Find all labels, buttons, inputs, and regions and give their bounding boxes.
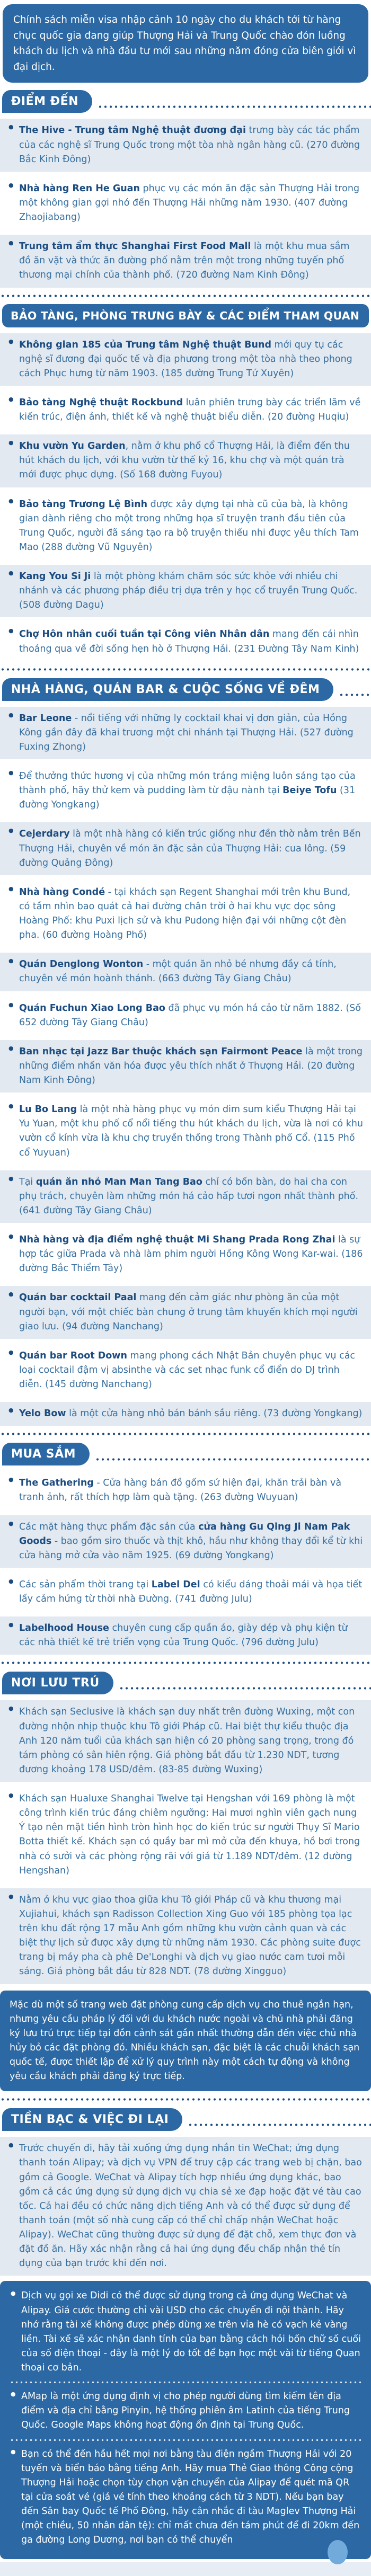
bullet-icon: ● bbox=[8, 1705, 14, 1712]
item-list bbox=[0, 333, 371, 661]
item-text bbox=[19, 1349, 364, 1392]
item-text-bold: Ban nhạc tại Jazz Bar thuộc khách sạn Fairmont Peace bbox=[19, 1046, 303, 1057]
item-text bbox=[19, 498, 364, 555]
bullet-icon: ● bbox=[8, 1001, 14, 1008]
bullet-icon: ● bbox=[8, 239, 14, 247]
bottom-strip bbox=[0, 2562, 371, 2576]
item-text-bold: The Hive - Trung tâm Nghệ thuật đương đại bbox=[19, 125, 246, 136]
dotted-line bbox=[95, 1458, 371, 1461]
item-text-segment: Các mặt hàng thực phẩm đặc sản của bbox=[19, 1521, 199, 1532]
list-item bbox=[0, 822, 371, 875]
info-list-item bbox=[8, 2289, 363, 2375]
section-header-nha-hang-quan-bar bbox=[2, 678, 333, 701]
bullet-icon: ● bbox=[8, 1621, 14, 1629]
item-text-segment: là một cửa hàng nhỏ bán bánh sầu riêng. (73 đường Yongkang) bbox=[66, 1408, 363, 1419]
bullet-icon: ● bbox=[8, 885, 14, 892]
item-text-segment: được xây dựng tại nhà cũ của bà, là không gian dành riêng cho một trong những họa sĩ truyện tranh đầu tiên của Trung Quốc, người đã sáng tạo ra bộ truyện thiếu nhi được yêu thích Tam Mao (288 đường Vũ Nguyên) bbox=[19, 499, 359, 553]
item-list bbox=[0, 119, 371, 287]
bullet-icon: ● bbox=[8, 1233, 14, 1240]
dotted-line bbox=[119, 1687, 371, 1690]
item-text-segment: - một quán ăn nhỏ bé nhưng đầy cá tính, chuyên về món hoành thánh. (663 đường Tây Giang Châu) bbox=[19, 959, 337, 984]
list-item bbox=[0, 1888, 371, 1984]
item-text bbox=[19, 338, 364, 381]
list-item bbox=[0, 881, 371, 948]
item-text bbox=[19, 1705, 364, 1777]
list-item bbox=[0, 1286, 371, 1338]
section-bao-tang-phong-trung-bay bbox=[0, 295, 371, 661]
item-text-segment: đã phục vụ món há cảo từ năm 1882. (Số 652 đường Tây Giang Châu) bbox=[19, 1002, 361, 1028]
list-item bbox=[0, 493, 371, 560]
list-item bbox=[0, 953, 371, 991]
item-text-bold: Khu vườn Yu Garden bbox=[19, 441, 126, 452]
item-text bbox=[19, 957, 364, 986]
item-text bbox=[19, 885, 364, 943]
list-item bbox=[0, 333, 371, 386]
item-text bbox=[19, 1407, 364, 1421]
item-text-segment: là sự hợp tác giữa Prada và nhà làm phim người Hồng Kông Wong Kar-wai. (186 đường Bắc Thiểm Tây) bbox=[19, 1234, 363, 1274]
list-item bbox=[0, 565, 371, 617]
item-text-segment: chuyên cung cấp quần áo, giày dép và phụ kiện từ các nhà thiết kế trẻ triển vọng của Trung Quốc. (796 đường Julu) bbox=[19, 1623, 348, 1648]
list-item bbox=[0, 1573, 371, 1611]
section-title: MUA SẮM bbox=[11, 1447, 76, 1461]
note-box bbox=[0, 1991, 371, 2092]
bullet-icon: ● bbox=[8, 1348, 14, 1356]
section-title: NHÀ HÀNG, QUÁN BAR & CUỘC SỐNG VỀ ĐÊM bbox=[11, 682, 320, 696]
dotted-separator bbox=[0, 1433, 371, 1435]
bullet-icon: ● bbox=[8, 1103, 14, 1110]
item-text-segment: Các sản phẩm thời trang tại bbox=[19, 1579, 152, 1590]
bullet-icon: ● bbox=[8, 1291, 14, 1298]
list-item bbox=[0, 2137, 371, 2276]
item-list bbox=[0, 707, 371, 1426]
item-list bbox=[0, 1471, 371, 1655]
section-header-tien-bac-viec-di-lai bbox=[2, 2108, 182, 2131]
item-text bbox=[19, 1001, 364, 1030]
item-text bbox=[19, 2142, 364, 2271]
item-text-bold: Nhà hàng Ren He Guan bbox=[19, 183, 140, 194]
item-text-bold: Labelhood House bbox=[19, 1623, 109, 1634]
info-item-text: Dịch vụ gọi xe Didi có thể được sử dụng trong cả ứng dụng WeChat và Alipay. Giá cước thường chỉ vài USD cho các chuyến đi nội thành. Hãy nhớ rằng tài xế không được phép dừng xe trên vỉa hè có vạch kẻ vàng liền. Tài xế sẽ xác nhận danh tính của bạn bằng cách hỏi bốn chữ số cuối của số điện thoại - đây là một lý do tốt để bạn học một vài từ tiếng Quan thoại cơ bản. bbox=[21, 2290, 361, 2373]
note-text: Mặc dù một số trang web đặt phòng cung cấp dịch vụ cho thuê ngắn hạn, nhưng yêu cầu pháp lý đối với du khách nước ngoài và chủ nhà phải đăng ký lưu trú trực tiếp tại đồn cảnh sát gần nhất thường dẫn đến việc chủ nhà hủy bỏ các đặt phòng đó. Nhiều khách sạn, đặc biệt là các chuỗi khách sạn quốc tế, được thiết lập để xử lý quy trình này một cách tự động và không yêu cầu khách phải đăng ký trực tiếp. bbox=[10, 1999, 360, 2082]
item-text-bold: The Gathering bbox=[19, 1478, 94, 1489]
item-text-bold: Bảo tàng Nghệ thuật Rockbund bbox=[19, 397, 183, 408]
bullet-icon: ● bbox=[8, 123, 14, 131]
info-item-text: AMap là một ứng dụng định vị cho phép người dùng tìm kiếm tên địa điểm và địa chỉ bằng Pinyin, hệ thống phiên âm Latinh của tiếng Trung Quốc. Google Maps không hoạt động ổn định tại Trung Quốc. bbox=[21, 2391, 350, 2431]
list-item bbox=[0, 235, 371, 287]
item-text bbox=[19, 769, 364, 812]
list-item bbox=[0, 765, 371, 817]
item-text-bold: Quán bar Root Down bbox=[19, 1350, 127, 1361]
list-item bbox=[0, 434, 371, 487]
item-text bbox=[19, 439, 364, 482]
list-item bbox=[0, 1228, 371, 1281]
item-text-bold: Bar Leone bbox=[19, 713, 72, 724]
item-text-segment: Tại bbox=[19, 1176, 36, 1187]
item-text bbox=[19, 827, 364, 870]
item-text bbox=[19, 1175, 364, 1218]
section-nha-hang-quan-bar bbox=[0, 668, 371, 1426]
item-text-segment: Trước chuyến đi, hãy tải xuống ứng dụng nhắn tin WeChat; ứng dụng thanh toán Alipay; và dịch vụ VPN để truy cập các trang web bị chặn, bao gồm cả Google. WeChat và Alipay tích hợp nhiều ứng dụng khác, bao gồm cả các ứng dụng sử dụng dịch vụ chia sẻ xe đạp hoặc đặt vé tàu cao tốc. Cả hai đều có chức năng dịch tiếng Anh và có thể được sử dụng để thanh toán (một số nhà cung cấp có thể chỉ chấp nhận WeChat hoặc Alipay). WeChat cũng thường được sử dụng để đặt chỗ, xem thực đơn và đặt đồ ăn. Hãy xác nhận rằng cả hai ứng dụng đều chấp nhận thẻ tín dụng của bạn trước khi đến nơi. bbox=[19, 2143, 362, 2269]
item-text bbox=[19, 570, 364, 612]
item-text bbox=[19, 1621, 364, 1650]
item-text-bold: Kang You Si Ji bbox=[19, 571, 91, 582]
list-item bbox=[0, 1515, 371, 1568]
item-text bbox=[19, 1893, 364, 1979]
bullet-icon: ● bbox=[8, 2142, 14, 2149]
item-text-bold: Chợ Hôn nhân cuối tuần tại Công viên Nhân dân bbox=[19, 629, 270, 640]
dotted-line bbox=[188, 2124, 371, 2126]
item-text-segment: mang đến cái nhìn thoáng qua về đời sống hẹn hò ở Thượng Hải. (231 Đường Tây Nam Kinh) bbox=[19, 629, 359, 654]
bullet-icon: ● bbox=[8, 1407, 14, 1414]
item-list bbox=[0, 1700, 371, 1984]
item-text-segment: - bao gồm siro thuốc và thịt khô, hầu như không thay đổi kể từ khi cửa hàng mở cửa vào năm 1925. (69 đường Yongkang) bbox=[19, 1535, 363, 1561]
item-text-segment: mang đến cảm giác như phòng ăn của một người bạn, với một chiếc bàn chung ở trung tâm khuyến khích mọi người giao lưu. (94 đường Nanchang) bbox=[19, 1292, 358, 1332]
item-text-segment: , nằm ở khu phố cổ Thượng Hải, là điểm đến thu hút khách du lịch, với khu vườn từ thế kỷ 16, khu chợ và một quán trà mới được phục dựng. (Số 168 đường Fuyou) bbox=[19, 441, 350, 481]
item-text-segment: - nổi tiếng với những ly cocktail khai vị đơn giản, của Hồng Kông gần đây đã khai trương một chi nhánh tại Thượng Hải. (527 đường Fuxing Zhong) bbox=[19, 713, 354, 752]
dotted-separator-light bbox=[10, 2381, 361, 2384]
intro-text: Chính sách miễn visa nhập cảnh 10 ngày cho du khách tới từ hàng chục quốc gia đang giúp Thượng Hải và Trung Quốc chào đón luồng khách du lịch và nhà đầu tư mới sau những năm đóng cửa biên giới vì đại dịch. bbox=[13, 14, 356, 73]
item-text bbox=[19, 1103, 364, 1160]
item-text-segment: có kiểu dáng thoải mái và họa tiết lấy cảm hứng từ thời nhà Đường. (741 đường Julu) bbox=[19, 1579, 363, 1604]
item-text-bold: Không gian 185 của Trung tâm Nghệ thuật Bund bbox=[19, 339, 271, 350]
bullet-icon: ● bbox=[11, 2290, 16, 2297]
dotted-line bbox=[98, 105, 371, 108]
item-text-segment: Nằm ở khu vực giao thoa giữa khu Tô giới Pháp cũ và khu thương mại Xujiahui, khách sạn Radisson Collection Xing Guo với 185 phòng tọa lạc trên khu đất rộng 17 mẫu Anh gồm những khu vườn cảnh quan và các biệt thự lịch sử được xây dựng từ những năm 1930. Các phòng suite được trang bị máy pha cà phê De'Longhi và dịch vụ giao nước cam tươi mỗi sáng. Giá phòng bắt đầu từ 828 NDT. (78 đường Xingguo) bbox=[19, 1894, 361, 1977]
dotted-separator-light bbox=[10, 2439, 361, 2441]
bullet-icon: ● bbox=[11, 2391, 16, 2398]
item-text-bold: Label Del bbox=[151, 1579, 200, 1590]
item-text bbox=[19, 396, 364, 424]
bullet-icon: ● bbox=[8, 1476, 14, 1484]
list-item bbox=[0, 1402, 371, 1426]
section-diem-den bbox=[0, 90, 371, 287]
item-text-bold: Cejerdary bbox=[19, 829, 70, 840]
item-text-segment: là một nhà hàng có kiến trúc giống như đền thờ nằm trên Bến Thượng Hải, chuyên về món ăn đặc sản của Thượng Hải: cua lông. (59 đường Quảng Đông) bbox=[19, 829, 361, 868]
intro-box bbox=[3, 4, 368, 83]
decorative-circle bbox=[328, 2540, 348, 2564]
bullet-icon: ● bbox=[8, 395, 14, 403]
section-header-noi-luu-tru bbox=[2, 1672, 113, 1694]
section-header-row bbox=[0, 2108, 371, 2131]
item-text-segment: Khách sạn Hualuxe Shanghai Twelve tại Hengshan với 169 phòng là một công trình kiến trúc đáng chiêm ngưỡng: Hai mươi nghìn viên gạch nung Ý tạo nên mặt tiền hình tròn hình học do kiến trúc sư người Thụy Sĩ Mario Botta thiết kế. Khách sạn có quầy bar mì mở cửa đến khuya, hồ bơi trong nhà có sưởi và các phòng rộng rãi với giá từ 1.189 NDT/đêm. (12 đường Hengshan) bbox=[19, 1793, 360, 1876]
item-text bbox=[19, 627, 364, 656]
item-text bbox=[19, 1233, 364, 1276]
bullet-icon: ● bbox=[8, 497, 14, 504]
info-list-item bbox=[8, 2447, 363, 2548]
item-text-bold: Nhà hàng và địa điểm nghệ thuật Mi Shang Prada Rong Zhai bbox=[19, 1234, 335, 1245]
info-list-item bbox=[8, 2390, 363, 2432]
bullet-icon: ● bbox=[11, 2448, 16, 2455]
section-tien-bac-viec-di-lai bbox=[0, 2098, 371, 2559]
bullet-icon: ● bbox=[8, 570, 14, 576]
item-text-segment: mới quy tụ các nghệ sĩ đương đại quốc tế và địa phương trong một tòa nhà theo phong cách Phục hưng từ năm 1903. (185 đường Trung Tứ Xuyên) bbox=[19, 339, 352, 379]
item-text-segment: là một nhà hàng phục vụ món dim sum kiểu Thượng Hải tại Yu Yuan, một khu phố cổ nổi tiếng thu hút khách du lịch, vừa là nơi có khu vườn cổ kính vừa là khu chợ truyền thống trong Thành phố Cổ. (115 Phố cổ Yuyuan) bbox=[19, 1104, 364, 1158]
list-item bbox=[0, 1700, 371, 1782]
section-title: NƠI LƯU TRÚ bbox=[11, 1676, 100, 1690]
item-text-segment: - tại khách sạn Regent Shanghai mới trên khu Bund, có tầm nhìn bao quát cả hai đường chân trời ở hai khu vực dọc sông Hoàng Phố: khu Puxi lịch sử và khu Pudong hiện đại với những cột đèn pha. (60 đường Hoàng Phố) bbox=[19, 886, 351, 941]
bullet-icon: ● bbox=[8, 711, 14, 718]
list-item bbox=[0, 707, 371, 759]
bullet-icon: ● bbox=[8, 1520, 14, 1527]
item-text-segment: là một phòng khám chăm sóc sức khỏe với nhiều chi nhánh và các phương pháp điều trị dựa trên y học cổ truyền Trung Quốc. (508 đường Dagu) bbox=[19, 571, 358, 611]
section-header-row bbox=[0, 678, 371, 701]
item-text bbox=[19, 1520, 364, 1563]
section-mua-sam bbox=[0, 1433, 371, 1655]
section-header-bao-tang-phong-trung-bay bbox=[2, 304, 369, 327]
item-text-bold: Quán Denglong Wonton bbox=[19, 959, 144, 970]
info-box bbox=[0, 2281, 371, 2559]
item-text-segment: chỉ có bốn bàn, do hai cha con phụ trách, chuyên làm những món há cảo hấp tươi ngon nhất thành phố. (641 đường Tây Giang Châu) bbox=[19, 1176, 359, 1216]
item-text bbox=[19, 1291, 364, 1334]
item-text-bold: Quán Fuchun Xiao Long Bao bbox=[19, 1002, 165, 1014]
section-noi-luu-tru bbox=[0, 1662, 371, 2091]
bullet-icon: ● bbox=[8, 627, 14, 635]
item-text-segment: Để thưởng thức hương vị của những món tráng miệng luôn sáng tạo của thành phố, hãy thử kem và pudding làm từ đậu nành tại bbox=[19, 771, 356, 796]
section-header-diem-den bbox=[2, 90, 92, 113]
item-text bbox=[19, 712, 364, 754]
item-text-bold: Yelo Bow bbox=[19, 1408, 66, 1419]
item-text-bold: Nhà hàng Condé bbox=[19, 886, 105, 898]
list-item bbox=[0, 1040, 371, 1092]
item-text-bold: Lu Bo Lang bbox=[19, 1104, 77, 1115]
bullet-icon: ● bbox=[8, 439, 14, 447]
item-text-segment: luân phiên trưng bày các triển lãm về kiến trúc, điện ảnh, thiết kế và nghệ thuật biểu diễn. (20 đường Huqiu) bbox=[19, 397, 361, 422]
list-item bbox=[0, 391, 371, 429]
bullet-icon: ● bbox=[8, 769, 14, 776]
dotted-separator bbox=[0, 1662, 371, 1664]
item-text bbox=[19, 1578, 364, 1606]
sections-container bbox=[0, 90, 371, 2559]
list-item bbox=[0, 1787, 371, 1883]
item-text bbox=[19, 1792, 364, 1878]
section-title: ĐIỂM ĐẾN bbox=[11, 95, 79, 109]
dotted-line bbox=[339, 694, 371, 696]
list-item bbox=[0, 997, 371, 1035]
list-item bbox=[0, 1098, 371, 1165]
dotted-separator bbox=[0, 295, 371, 297]
item-text-segment: phục vụ các món ăn đặc sản Thượng Hải trong một không gian gợi nhớ đến Thượng Hải những năm 1930. (407 đường Zhaojiabang) bbox=[19, 183, 360, 223]
item-text-segment: là một khu mua sắm đồ ăn vặt và thức ăn đường phố nằm trên một trong những tuyến phố thương mại chính của thành phố. (720 đường Nam Kinh Đông) bbox=[19, 241, 350, 281]
item-text bbox=[19, 239, 364, 282]
dotted-separator bbox=[0, 2098, 371, 2101]
item-text-segment: mang phong cách Nhật Bản chuyên phục vụ các loại cocktail đậm vị absinthe và các set nhạc funk cổ điển do DJ trình diễn. (145 đường Nanchang) bbox=[19, 1350, 356, 1390]
dotted-separator bbox=[0, 668, 371, 671]
item-text-bold: Quán bar cocktail Paal bbox=[19, 1292, 137, 1303]
list-item bbox=[0, 1170, 371, 1223]
list-item bbox=[0, 1471, 371, 1509]
bullet-icon: ● bbox=[8, 181, 14, 189]
list-item bbox=[0, 119, 371, 171]
section-title: TIỀN BẠC & VIỆC ĐI LẠI bbox=[11, 2113, 169, 2127]
item-text-segment: là một trong những điểm nhấn văn hóa được yêu thích nhất ở Thượng Hải. (20 đường Nam Kinh Đông) bbox=[19, 1046, 363, 1086]
section-header-row bbox=[0, 1672, 371, 1694]
item-text-bold: Trung tâm ẩm thực Shanghai First Food Mall bbox=[19, 241, 251, 252]
section-header-mua-sam bbox=[2, 1443, 90, 1465]
item-text-bold: quán ăn nhỏ Man Man Tang Bao bbox=[36, 1176, 202, 1187]
item-text bbox=[19, 182, 364, 225]
list-item bbox=[0, 1344, 371, 1397]
bullet-icon: ● bbox=[8, 1893, 14, 1900]
item-text-bold: Bảo tàng Trương Lệ Bình bbox=[19, 499, 148, 510]
bullet-icon: ● bbox=[8, 337, 14, 345]
item-text-segment: (31 đường Yongkang) bbox=[19, 785, 356, 811]
bullet-icon: ● bbox=[8, 957, 14, 965]
bullet-icon: ● bbox=[8, 1792, 14, 1799]
info-item-text: Bạn có thể đến hầu hết mọi nơi bằng tàu điện ngầm Thượng Hải với 20 tuyến và biển báo bằng tiếng Anh. Hãy mua Thẻ Giao thông Công cộng Thượng Hải hoặc chọn tùy chọn vận chuyển của Alipay để quét mã QR tại cửa soát vé (giá vé tính theo khoảng cách từ 3 NDT). Nếu bạn bay đến Sân bay Quốc tế Phố Đông, hãy cân nhắc đi tàu Maglev Thượng Hải (một chiều, 50 nhân dân tệ): chỉ mất chưa đến tám phút để đi 20km đến ga đường Long Dương, nơi bạn có thể chuyển bbox=[21, 2448, 360, 2546]
item-text-bold: Beiye Tofu bbox=[282, 785, 337, 796]
item-text bbox=[19, 1476, 364, 1505]
item-text-segment: trưng bày các tác phẩm của các nghệ sĩ Trung Quốc trong một tòa nhà ngân hàng cũ. (270 đường Bắc Kinh Đông) bbox=[19, 125, 360, 165]
item-list bbox=[0, 2137, 371, 2276]
bullet-icon: ● bbox=[8, 1175, 14, 1182]
item-text bbox=[19, 123, 364, 166]
list-item bbox=[0, 623, 371, 661]
bullet-icon: ● bbox=[8, 1577, 14, 1585]
bullet-icon: ● bbox=[8, 827, 14, 834]
item-text bbox=[19, 1045, 364, 1088]
list-item bbox=[0, 177, 371, 229]
list-item bbox=[0, 1616, 371, 1655]
item-text-segment: Khách sạn Seclusive là khách sạn duy nhất trên đường Wuxing, một con đường nhộn nhịp thuộc khu Tô giới Pháp cũ. Hai biệt thự kiểu thuộc địa Anh 120 năm tuổi của khách sạn hiện có 20 phòng sang trọng, trong đó tám phòng có sân hiên rộng. Giá phòng bắt đầu từ 1.230 NDT, tương đương khoảng 178 USD/đêm. (83-85 đường Wuxing) bbox=[19, 1707, 355, 1775]
item-text-segment: - Cửa hàng bán đồ gốm sứ hiện đại, khăn trải bàn và tranh ảnh, rất thích hợp làm quà tặng. (263 đường Wuyuan) bbox=[19, 1478, 342, 1503]
section-header-row bbox=[0, 1443, 371, 1465]
item-text-bold: cửa hàng Gu Qing Ji Nam Pak Goods bbox=[19, 1521, 350, 1547]
section-header-row bbox=[0, 90, 371, 113]
bullet-icon: ● bbox=[8, 1044, 14, 1052]
section-title: BẢO TÀNG, PHÒNG TRƯNG BÀY & CÁC ĐIỂM THAM QUAN bbox=[11, 309, 360, 322]
